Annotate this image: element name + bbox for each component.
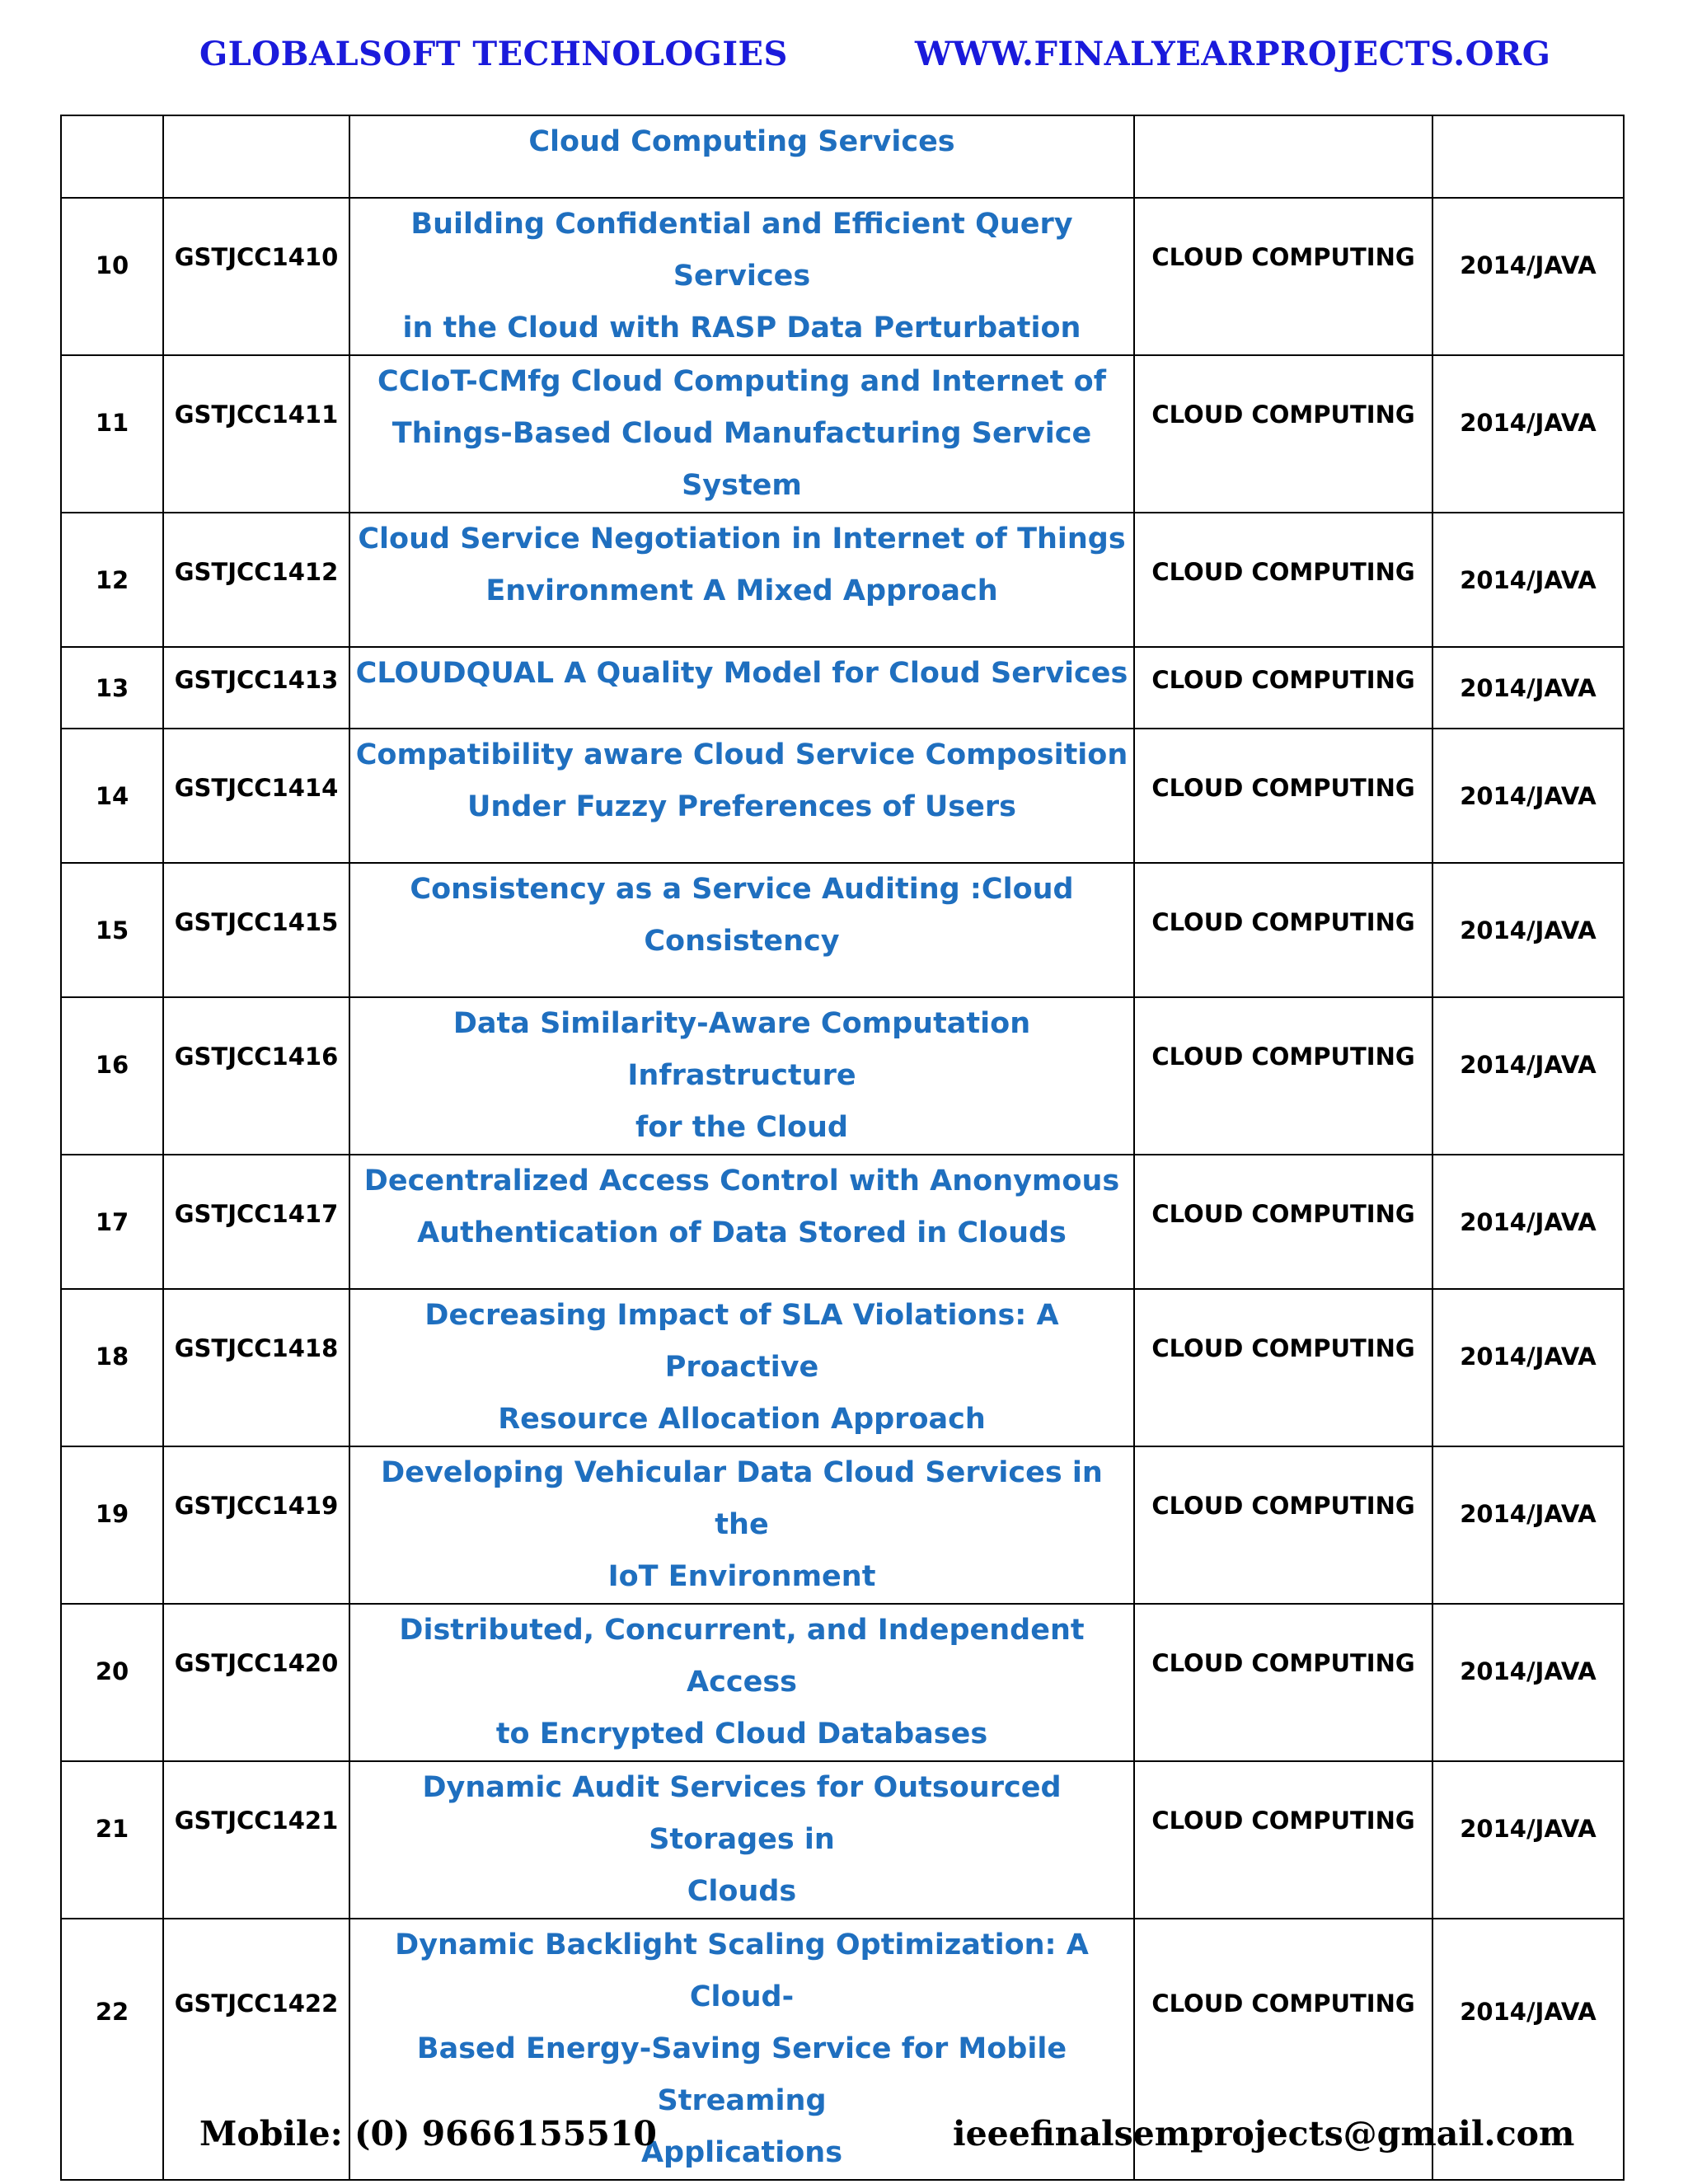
code-cell [163,115,349,198]
project-year-cell [1432,355,1624,513]
serial-number: 12 [95,566,129,594]
project-year-cell [1432,513,1624,647]
project-domain-cell [1134,1604,1432,1761]
project-title-line: for the Cloud [635,1111,848,1144]
serial-number-cell [61,997,163,1155]
project-title-line: Dynamic Audit Services for Outsourced Storages in [422,1771,1062,1856]
project-code: GSTJCC1418 [174,1334,339,1362]
contact-email: ieeefinalsemprojects@gmail.com [953,2114,1575,2154]
page-header [0,35,1688,84]
project-domain-cell [1134,863,1432,997]
project-code-cell [163,1289,349,1446]
project-domain: CLOUD COMPUTING [1151,774,1415,802]
project-code-cell [163,513,349,647]
project-title [350,356,1133,512]
project-domain: CLOUD COMPUTING [1151,1807,1415,1835]
project-year-cell [1432,198,1624,355]
project-code-cell [163,729,349,863]
project-title-line: Developing Vehicular Data Cloud Services in the [381,1456,1103,1541]
project-title-line: Building Confidential and Efficient Query Services [410,208,1073,293]
continuation-row [61,115,1624,198]
project-year-cell [1432,1289,1624,1446]
serial-number-cell [61,1446,163,1604]
project-title-line: Decentralized Access Control with Anonymous [363,1165,1120,1197]
project-title-line: Clouds [687,1875,797,1908]
project-title-line: Consistency as a Service Auditing :Cloud [410,873,1074,906]
project-code: GSTJCC1419 [174,1492,339,1520]
title-cell [349,1446,1134,1604]
table-row [61,1289,1624,1446]
project-title-line: Authentication of Data Stored in Clouds [417,1216,1067,1249]
project-title-line: IoT Environment [607,1560,876,1593]
project-code: GSTJCC1414 [174,774,339,802]
serial-number-cell [61,355,163,513]
project-domain-cell [1134,997,1432,1155]
serial-number-cell [61,647,163,729]
project-title-line: Cloud Service Negotiation in Internet of Things [358,523,1126,555]
project-code: GSTJCC1421 [174,1807,339,1835]
serial-number-cell [61,1604,163,1761]
project-code: GSTJCC1417 [174,1200,339,1228]
serial-number: 19 [95,1500,129,1528]
table-row [61,1446,1624,1604]
serial-number-cell [61,729,163,863]
project-year: 2014/JAVA [1460,1500,1597,1528]
project-year: 2014/JAVA [1460,1051,1597,1079]
page-footer [0,2114,1688,2163]
project-domain: CLOUD COMPUTING [1151,1043,1415,1071]
project-code: GSTJCC1416 [174,1043,339,1071]
project-year-cell [1432,647,1624,729]
title-cell [349,729,1134,863]
table-row [61,647,1624,729]
project-title-line: Data Similarity-Aware Computation Infrastructure [452,1007,1031,1092]
project-code: GSTJCC1410 [174,243,339,271]
project-title [350,729,1133,833]
project-year-cell [1432,1761,1624,1919]
serial-number: 17 [95,1208,129,1236]
table-row [61,1604,1624,1761]
project-title-line: Resource Allocation Approach [498,1403,986,1436]
serial-number: 16 [95,1051,129,1079]
project-domain-cell [1134,1155,1432,1289]
project-code-cell [163,1761,349,1919]
title-cell [349,1155,1134,1289]
title-cell [349,1289,1134,1446]
project-domain: CLOUD COMPUTING [1151,243,1415,271]
project-domain: CLOUD COMPUTING [1151,666,1415,694]
project-title [350,1605,1133,1760]
title-cell [349,115,1134,198]
project-code-cell [163,647,349,729]
project-domain: CLOUD COMPUTING [1151,1200,1415,1228]
project-code-cell [163,997,349,1155]
sno-cell [61,115,163,198]
project-year: 2014/JAVA [1460,566,1597,594]
project-title-line: to Encrypted Cloud Databases [495,1718,988,1750]
project-domain: CLOUD COMPUTING [1151,558,1415,586]
project-code-cell [163,1155,349,1289]
project-title-line: Applications [640,2136,843,2169]
year-cell [1432,115,1624,198]
serial-number: 18 [95,1343,129,1371]
project-title-line: Under Fuzzy Preferences of Users [467,790,1016,823]
project-domain-cell [1134,355,1432,513]
project-title-line: Consistency [644,925,840,958]
project-title-line: Environment A Mixed Approach [485,574,998,607]
serial-number-cell [61,863,163,997]
project-year: 2014/JAVA [1460,916,1597,944]
project-year: 2014/JAVA [1460,1208,1597,1236]
project-year: 2014/JAVA [1460,1815,1597,1843]
project-year: 2014/JAVA [1460,674,1597,702]
title-cell [349,198,1134,355]
mobile-number: Mobile: (0) 9666155510 [199,2114,657,2154]
title-cell [349,997,1134,1155]
project-title [350,1447,1133,1603]
project-year: 2014/JAVA [1460,251,1597,279]
project-year-cell [1432,997,1624,1155]
project-year: 2014/JAVA [1460,409,1597,437]
project-year-cell [1432,1155,1624,1289]
project-code: GSTJCC1412 [174,558,339,586]
project-title [350,1290,1133,1446]
serial-number: 20 [95,1657,129,1685]
project-year-cell [1432,1446,1624,1604]
project-year: 2014/JAVA [1460,1998,1597,2026]
project-title-line: Things-Based Cloud Manufacturing Service System [392,417,1092,502]
project-domain: CLOUD COMPUTING [1151,401,1415,429]
serial-number: 21 [95,1815,129,1843]
serial-number-cell [61,1289,163,1446]
project-domain-cell [1134,1761,1432,1919]
project-title [350,998,1133,1154]
project-year: 2014/JAVA [1460,782,1597,810]
title-cell [349,647,1134,729]
table-row [61,198,1624,355]
domain-cell [1134,115,1432,198]
title-cell [349,1761,1134,1919]
project-domain: CLOUD COMPUTING [1151,1990,1415,2018]
project-code-cell [163,1604,349,1761]
company-name: GLOBALSOFT TECHNOLOGIES [199,35,788,73]
project-domain: CLOUD COMPUTING [1151,1649,1415,1677]
project-code-cell [163,863,349,997]
project-code-cell [163,198,349,355]
serial-number-cell [61,1155,163,1289]
website-url: WWW.FINALYEARPROJECTS.ORG [915,35,1551,73]
project-title [350,1155,1133,1259]
project-title-line: Decreasing Impact of SLA Violations: A Proactive [424,1299,1059,1384]
project-year-cell [1432,863,1624,997]
serial-number: 13 [95,674,129,702]
project-title-line: CCIoT-CMfg Cloud Computing and Internet of [377,365,1106,398]
project-code: GSTJCC1411 [174,401,339,429]
title-cell [349,513,1134,647]
project-code: GSTJCC1415 [174,908,339,936]
table-row [61,729,1624,863]
project-title-line: Compatibility aware Cloud Service Composition [355,738,1128,771]
title-cell [349,355,1134,513]
project-title [350,199,1133,354]
table-row [61,513,1624,647]
project-title [350,864,1133,968]
project-title-line: in the Cloud with RASP Data Perturbation [402,312,1081,344]
project-domain: CLOUD COMPUTING [1151,908,1415,936]
serial-number: 15 [95,916,129,944]
project-title-line: CLOUDQUAL A Quality Model for Cloud Services [355,657,1128,690]
serial-number-cell [61,513,163,647]
projects-table [60,115,1625,2181]
title-cell [349,1604,1134,1761]
project-title: Cloud Computing Services [528,125,955,158]
table-row [61,1761,1624,1919]
project-domain: CLOUD COMPUTING [1151,1334,1415,1362]
project-title-line: Dynamic Backlight Scaling Optimization: A Cloud- [395,1929,1089,2013]
project-code: GSTJCC1413 [174,666,339,694]
project-domain-cell [1134,198,1432,355]
project-domain-cell [1134,1289,1432,1446]
serial-number-cell [61,1761,163,1919]
project-domain: CLOUD COMPUTING [1151,1492,1415,1520]
project-title-line: Distributed, Concurrent, and Independent Access [399,1614,1085,1699]
serial-number-cell [61,198,163,355]
project-title [350,648,1133,700]
project-domain-cell [1134,513,1432,647]
table-row [61,863,1624,997]
project-code: GSTJCC1422 [174,1990,339,2018]
project-year-cell [1432,1604,1624,1761]
serial-number: 11 [95,409,129,437]
serial-number: 14 [95,782,129,810]
serial-number: 10 [95,251,129,279]
project-code-cell [163,355,349,513]
project-code: GSTJCC1420 [174,1649,339,1677]
project-domain-cell [1134,729,1432,863]
project-title [350,1762,1133,1918]
project-domain-cell [1134,647,1432,729]
table-row [61,1155,1624,1289]
title-cell [349,863,1134,997]
project-year-cell [1432,729,1624,863]
project-code-cell [163,1446,349,1604]
table-row [61,997,1624,1155]
project-title [350,513,1133,617]
project-year: 2014/JAVA [1460,1343,1597,1371]
table-row [61,355,1624,513]
serial-number: 22 [95,1998,129,2026]
project-year: 2014/JAVA [1460,1657,1597,1685]
project-title-line: Based Energy-Saving Service for Mobile Streaming [416,2032,1067,2117]
project-domain-cell [1134,1446,1432,1604]
